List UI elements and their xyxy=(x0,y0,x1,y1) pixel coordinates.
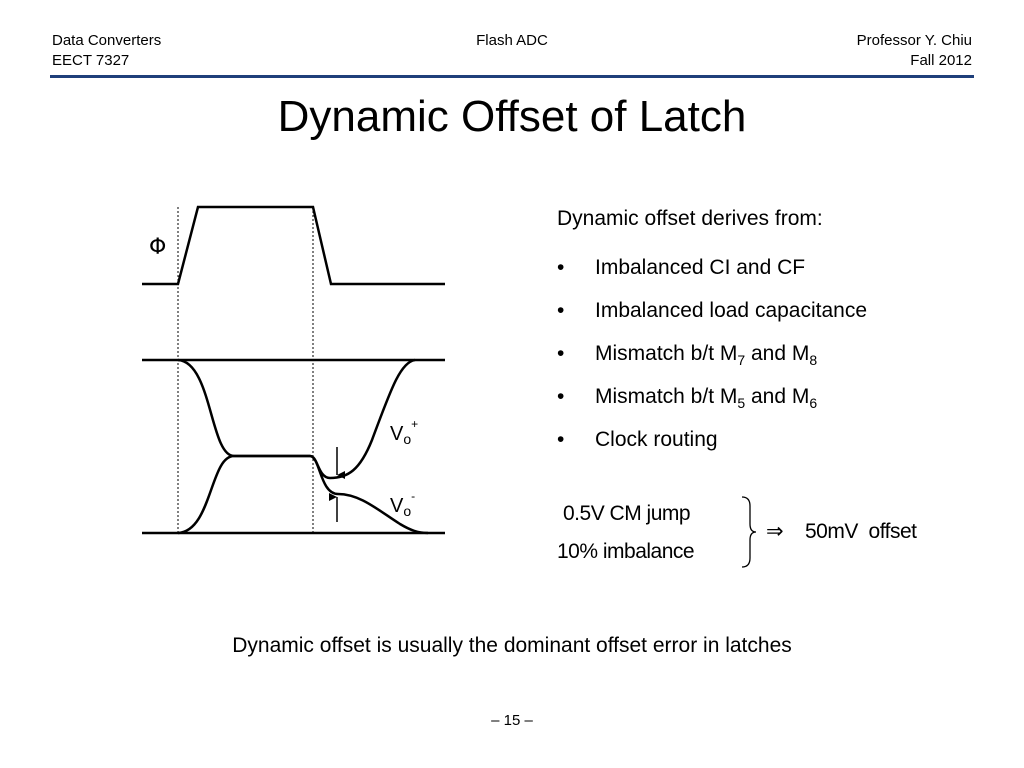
vo-minus-label: $V_o^-$ xyxy=(390,489,416,519)
right-brace-icon xyxy=(736,494,760,570)
header-professor: Professor Y. Chiu xyxy=(856,32,972,49)
header-rule xyxy=(50,75,974,78)
header-course-code: EECT 7327 xyxy=(52,52,130,69)
bullet-item: • Imbalanced load capacitance xyxy=(557,297,867,340)
bullet-item: • Imbalanced CI and CF xyxy=(557,254,867,297)
slide-title: Dynamic Offset of Latch xyxy=(277,92,747,141)
vo-plus-waveform xyxy=(178,360,415,478)
page-number: – 15 – xyxy=(491,712,533,729)
bullet-dot-icon: • xyxy=(557,342,565,365)
bullet-dot-icon: • xyxy=(557,428,565,451)
header-term: Fall 2012 xyxy=(910,52,972,69)
bullet-dot-icon: • xyxy=(557,385,565,408)
header-course: Data Converters xyxy=(52,32,162,49)
bullet-item: • Mismatch b/t $M_7$ and $M_8$ xyxy=(557,342,818,369)
vo-plus-label: $V_o^+$ xyxy=(390,417,419,447)
bullet-item: • Mismatch b/t $M_5$ and $M_6$ xyxy=(557,385,818,412)
bullet-list xyxy=(557,254,867,469)
latch-timing-diagram xyxy=(130,190,460,550)
clock-waveform xyxy=(142,207,445,284)
phi-label: Φ xyxy=(149,235,167,260)
bullet-item: • Clock routing xyxy=(557,426,867,469)
implies-icon: ⇒ xyxy=(766,520,784,543)
bullet-dot-icon: • xyxy=(557,299,565,322)
bullet-dot-icon: • xyxy=(557,256,565,279)
intro-text: Dynamic offset derives from: xyxy=(557,207,823,230)
equation-result: 50mV offset xyxy=(805,520,917,543)
bottom-note: Dynamic offset is usually the dominant offset error in latches xyxy=(232,634,792,657)
equation-line-2: 10% imbalance xyxy=(557,540,695,563)
header-topic: Flash ADC xyxy=(476,32,548,49)
equation-line-1: 0.5V CM jump xyxy=(563,502,691,525)
